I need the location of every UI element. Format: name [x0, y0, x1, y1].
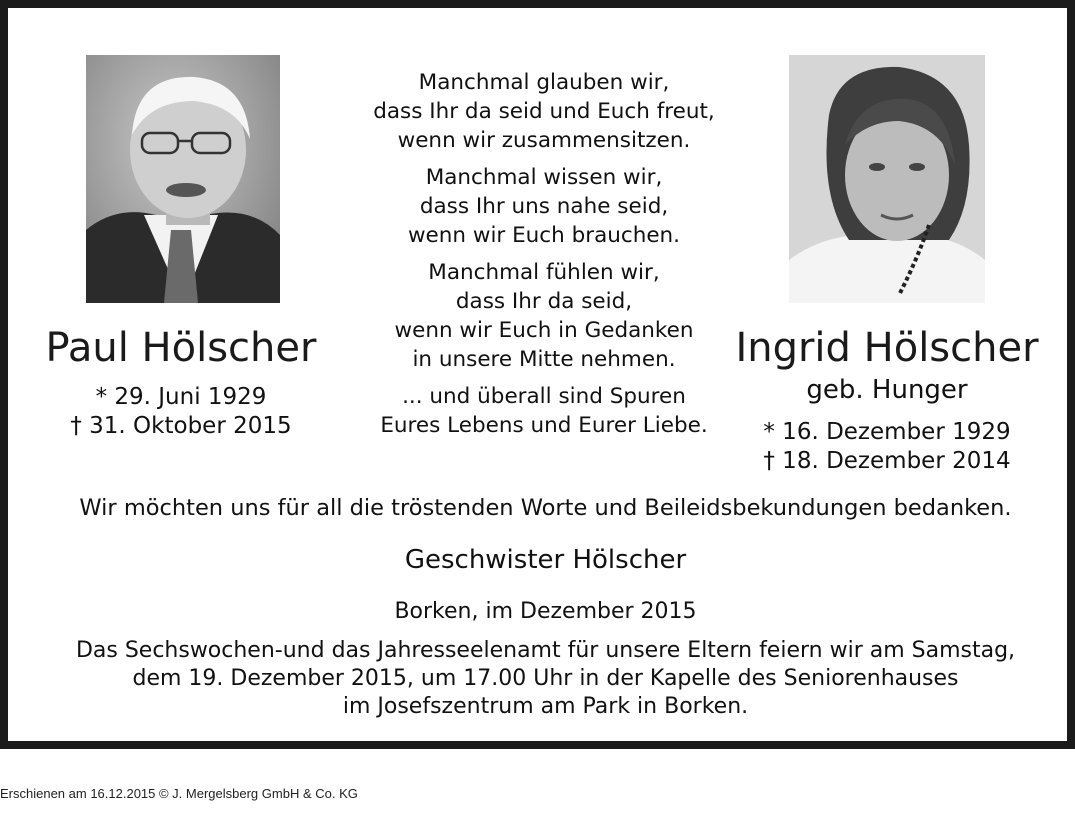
deceased-name-paul: Paul Hölscher: [45, 325, 317, 371]
poem-line: wenn wir Euch brauchen.: [407, 223, 681, 248]
poem-line: Manchmal wissen wir,: [425, 165, 663, 190]
memorial-service-info: [28, 637, 1063, 721]
poem-line: dass Ihr da seid und Euch freut,: [373, 99, 715, 124]
poem-line: dass Ihr da seid,: [455, 289, 633, 314]
poem-line: Manchmal fühlen wir,: [428, 260, 660, 285]
thanks-message: Wir möchten uns für all die tröstenden Worte und Beileidsbekundungen bedanken.: [79, 495, 1012, 521]
death-date: † 31. Oktober 2015: [70, 413, 292, 439]
service-line: Das Sechswochen-und das Jahresseelenamt für unsere Eltern feiern wir am Samstag,: [75, 638, 1016, 663]
poem-stanza: [348, 258, 740, 374]
poem-line: dass Ihr uns nahe seid,: [419, 194, 669, 219]
poem-line: wenn wir zusammensitzen.: [397, 128, 691, 153]
poem-line: in unsere Mitte nehmen.: [412, 347, 676, 372]
poem-line: Manchmal glauben wir,: [418, 70, 670, 95]
service-line: im Josefszentrum am Park in Borken.: [342, 694, 749, 719]
deceased-name-ingrid: Ingrid Hölscher: [735, 325, 1039, 371]
memorial-poem: [348, 68, 740, 440]
place-and-date: Borken, im Dezember 2015: [394, 599, 697, 624]
poem-line: Eures Lebens und Eurer Liebe.: [380, 413, 708, 438]
portrait-photo-ingrid: [789, 55, 985, 303]
portrait-photo-paul: [86, 55, 280, 303]
poem-line: wenn wir Euch in Gedanken: [394, 318, 694, 343]
poem-stanza: [348, 68, 740, 155]
publication-footer: Erschienen am 16.12.2015 © J. Mergelsberg GmbH & Co. KG: [0, 786, 358, 801]
family-signature: Geschwister Hölscher: [404, 545, 687, 575]
birth-date: * 29. Juni 1929: [95, 384, 267, 410]
birth-date: * 16. Dezember 1929: [763, 419, 1011, 445]
death-date: † 18. Dezember 2014: [763, 448, 1011, 474]
poem-stanza: [348, 163, 740, 250]
service-line: dem 19. Dezember 2015, um 17.00 Uhr in der Kapelle des Seniorenhauses: [132, 666, 959, 691]
life-dates-ingrid: [728, 418, 1046, 476]
poem-stanza: [348, 382, 740, 440]
life-dates-paul: [8, 383, 354, 441]
poem-line: ... und überall sind Spuren: [402, 384, 686, 409]
maiden-name: geb. Hunger: [806, 375, 968, 405]
